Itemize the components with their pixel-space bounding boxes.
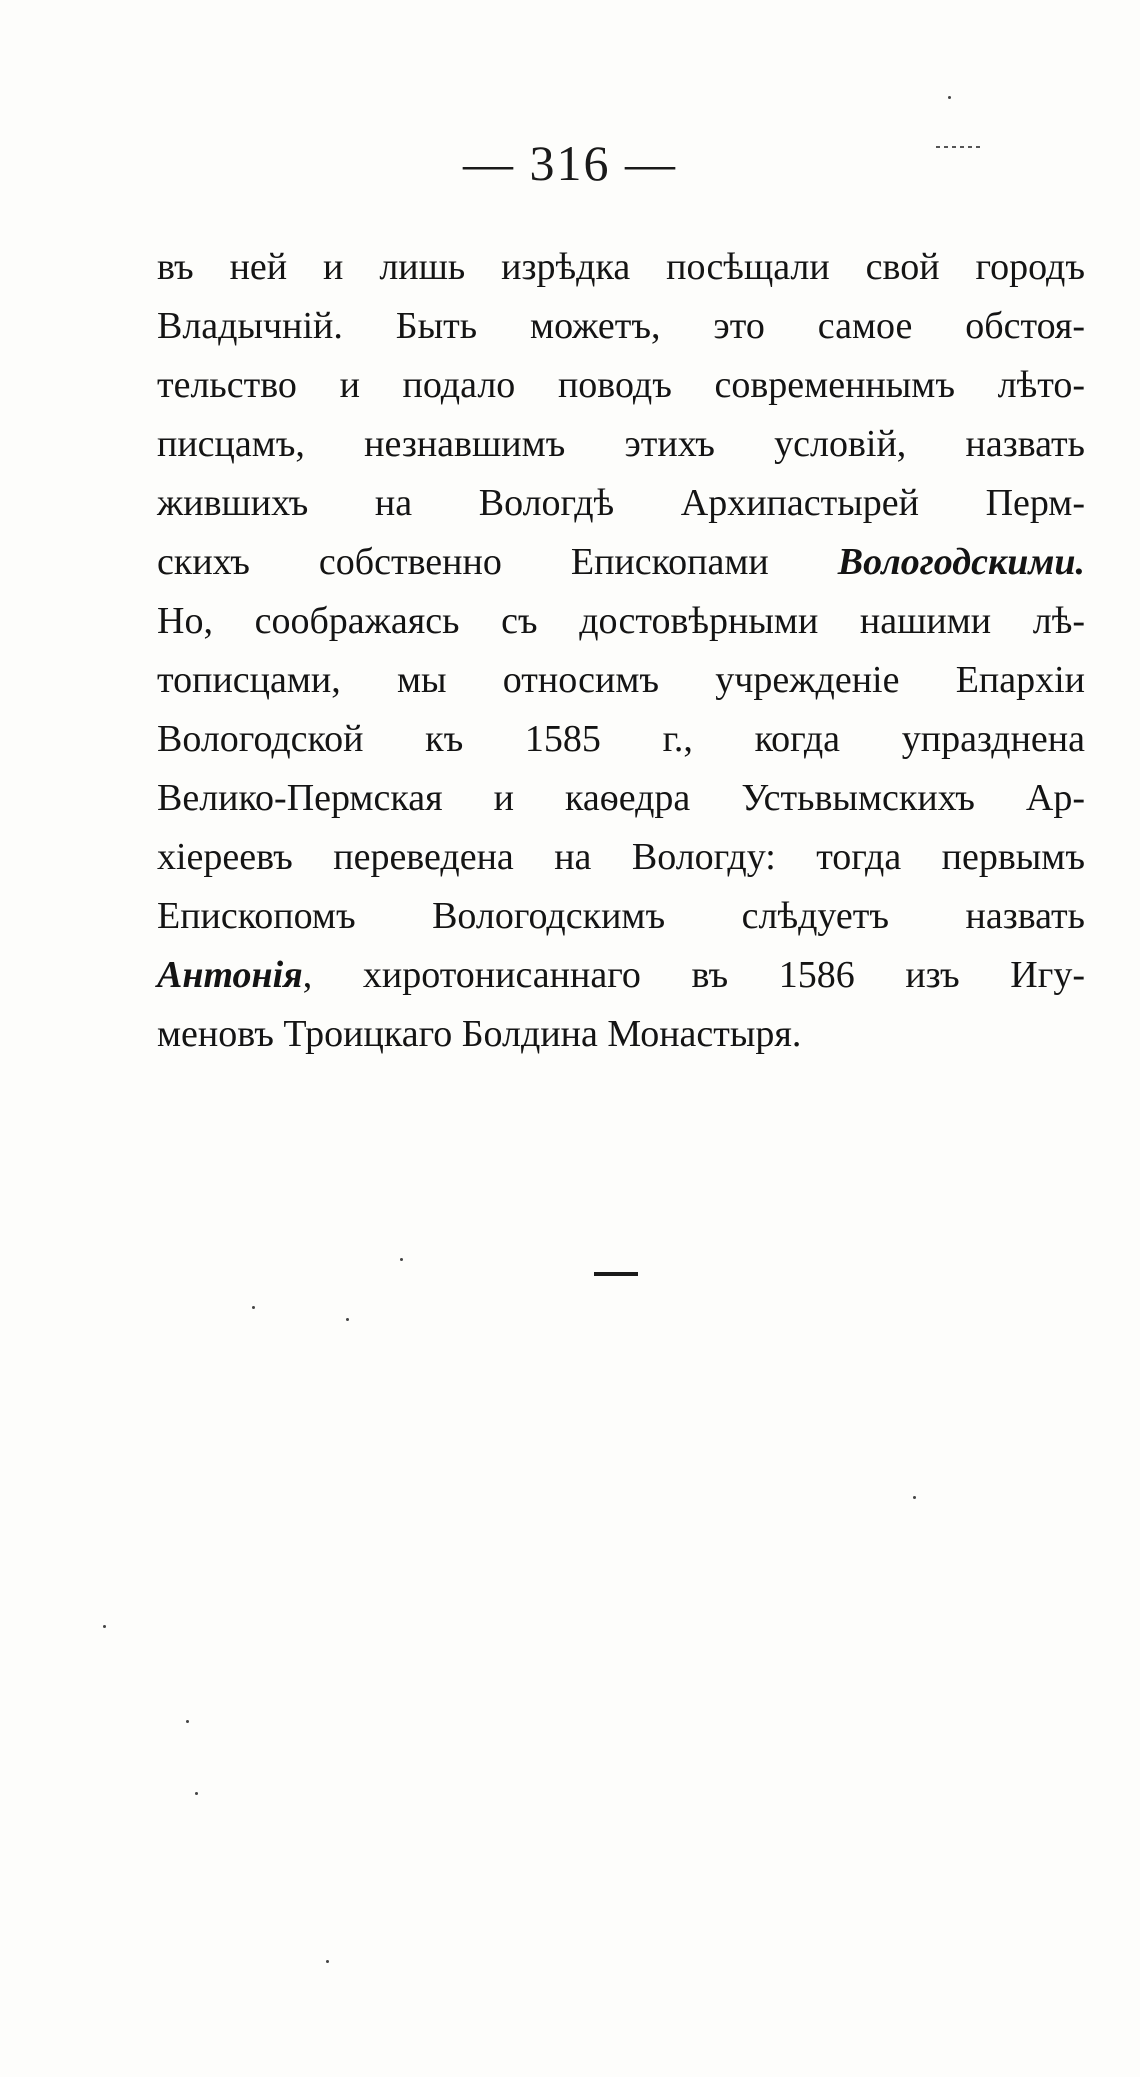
text-line: писцамъ, незнавшимъ этихъ условій, назвать	[157, 423, 1085, 465]
text-line: жившихъ на Вологдѣ Архипастырей Перм-	[157, 482, 1085, 524]
dust-speck	[103, 1625, 106, 1628]
text-line: меновъ Троицкаго Болдина Монастыря.	[157, 1013, 802, 1055]
text-line: хіереевъ переведена на Вологду: тогда первымъ	[157, 836, 1085, 878]
italic-name: Антонія	[157, 954, 303, 996]
end-rule	[594, 1272, 638, 1276]
dust-speck	[346, 1318, 349, 1321]
dust-speck	[195, 1792, 198, 1795]
dust-speck	[913, 1496, 916, 1499]
dust-speck	[400, 1258, 403, 1261]
dust-speck	[948, 96, 951, 99]
dust-speck	[186, 1720, 189, 1723]
dust-speck	[252, 1306, 255, 1309]
text-line: тельство и подало поводъ современнымъ лѣто-	[157, 364, 1085, 406]
text-segment: , хиротонисаннаго въ 1586 изъ Игу-	[302, 954, 1085, 996]
italic-term: Вологодскими.	[837, 541, 1086, 583]
text-line: Владычній. Быть можетъ, это самое обстоя-	[157, 305, 1085, 347]
text-line: Епископомъ Вологодскимъ слѣдуетъ назвать	[157, 895, 1085, 937]
text-line: Велико-Пермская и каѳедра Устьвымскихъ Ар-	[157, 777, 1085, 819]
dust-speck	[326, 1960, 329, 1963]
text-line: тописцами, мы относимъ учрежденіе Епархіи	[157, 659, 1085, 701]
text-line: въ ней и лишь изрѣдка посѣщали свой городъ	[157, 246, 1085, 288]
text-segment: скихъ собственно Епископами	[157, 541, 769, 583]
body-text	[157, 238, 1085, 1064]
text-line: Но, соображаясь съ достовѣрными нашими лѣ-	[157, 600, 1085, 642]
text-line	[157, 946, 1085, 1005]
text-line: Вологодской къ 1585 г., когда упразднена	[157, 718, 1085, 760]
page-number: — 316 —	[463, 135, 677, 191]
text-line	[157, 533, 1085, 592]
